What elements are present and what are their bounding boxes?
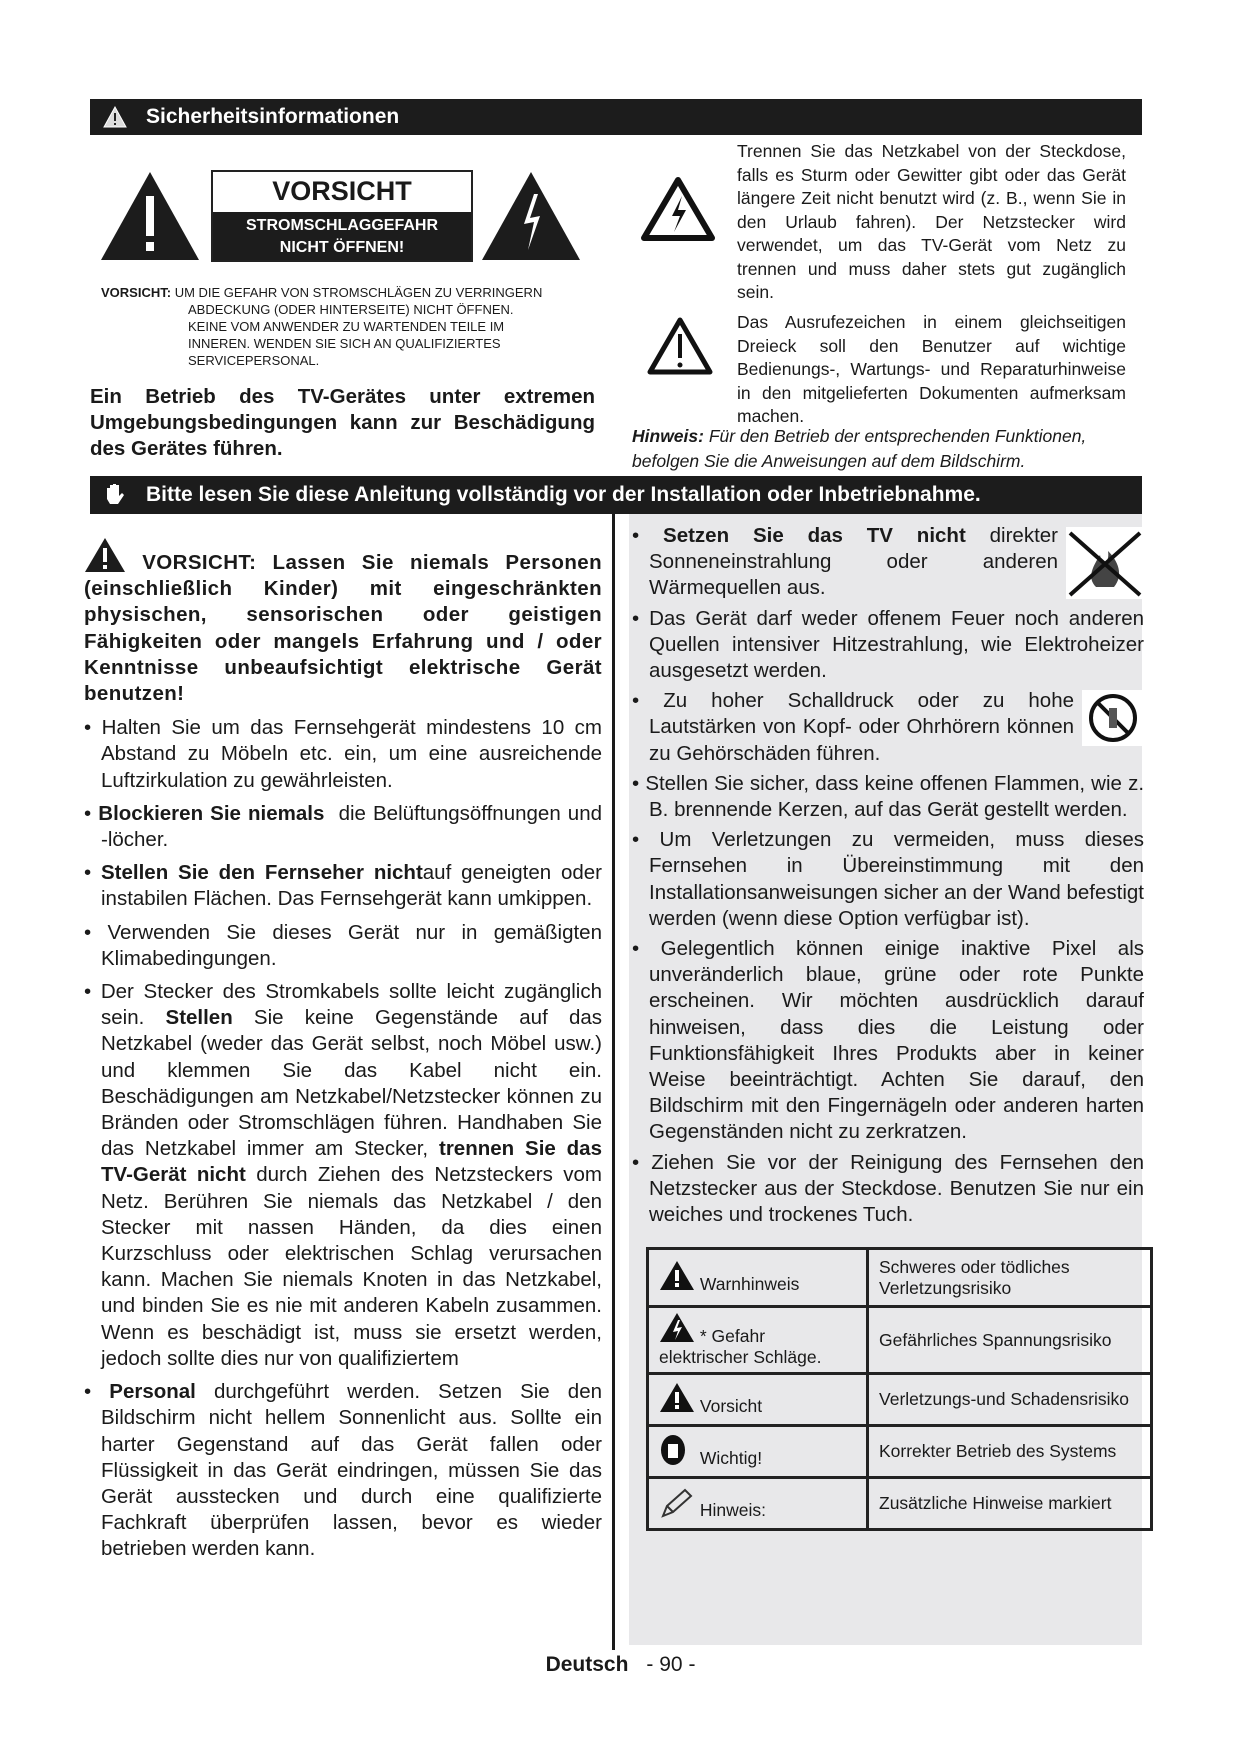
note-text: KEINE VOM ANWENDER ZU WARTENDEN TEILE IM <box>188 319 505 334</box>
legend-row <box>648 1374 1152 1426</box>
disconnect-power-text: Trennen Sie das Netzkabel von der Steckdose, falls es Sturm oder Gewitter gibt oder das Gerät längere Zeit nicht benutzt wird (z. B., wenn Sie in den Urlaub fahren). Der Netzstecker wird verwendet, um das TV-Gerät vom Netz zu trennen und muss daher stets gut zugänglich sein. <box>737 141 1126 302</box>
right-bullet-list <box>632 523 1150 1228</box>
warning-text: VORSICHT: Lassen Sie niemals Personen (einschließlich Kinder) mit eingeschränkten physischen, sensorischen oder geistigen Fähigkeiten oder mangels Erfahrung und / oder Kenntnisse unbeaufsichtigt elektrische Gerät benutzen! <box>84 551 602 706</box>
no-headphones-loud-icon <box>1082 690 1144 746</box>
electric-shock-icon <box>659 1312 695 1344</box>
bullet-text: Das Gerät darf weder offenem Feuer noch anderen Quellen intensiver Hitzestrahlung, wie Elektroheizer ausgesetzt werden. <box>649 606 1150 683</box>
legend-symbol-cell <box>648 1374 868 1426</box>
bullet-text: auf geneigten oder instabilen Flächen. Das Fernsehgerät kann umkippen. <box>101 861 608 911</box>
bullet-bold-text: Personal <box>109 1380 196 1404</box>
bullet-item: • Blockieren Sie niemals die Belüftungsöffnungen und -löcher. <box>84 801 608 852</box>
warning-triangle-icon <box>102 104 128 130</box>
bullet-text: Halten Sie um das Fernsehgerät mindestens 10 cm Abstand zu Möbeln etc. ein, um eine ausreichende Luftzirkulation zu gewährleisten. <box>101 716 608 792</box>
bullet-text: Gelegentlich können einige inaktive Pixel als unveränderlich blaue, grüne oder rote Punkte erscheinen. Wir möchten ausdrücklich darauf hinweisen, dass dies die Leistung oder Funktionsfähigkeit Ihres Produkts aber in keiner Weise beeinträchtigt. Achten Sie darauf, den Bildschirm mit den Fingernägeln oder anderen harten Gegenständen nicht zu zerkratzen. <box>649 937 1150 1144</box>
legend-row <box>648 1478 1152 1530</box>
bullet-text: Der Stecker des Stromkabels sollte leicht zugänglich sein. <box>100 980 608 1030</box>
bullet-text: direkter Sonneneinstrahlung oder anderen Wärmequellen aus. <box>649 524 1064 600</box>
bullet-bold-text: Stellen <box>165 1006 233 1030</box>
legend-symbol-cell <box>648 1426 868 1478</box>
column-divider <box>612 514 615 1650</box>
legend-description: Verletzungs-und Schadensrisiko <box>879 1389 1130 1409</box>
legend-description-cell <box>868 1249 1152 1307</box>
exclamation-explanation-text: Das Ausrufezeichen in einem gleichseitigen Dreieck soll den Benutzer auf wichtige Bedienungs-, Wartungs- und Reparaturhinweise in den mitgelieferten Dokumenten aufmerksam machen. <box>737 312 1126 426</box>
bullet-item: • Personal durchgeführt werden. Setzen Sie den Bildschirm nicht hellem Sonnenlicht aus. Sollte ein harter Gegenstand auf das Gerät fallen oder Flüssigkeit in das Gerät eindringen, müssen Sie das Gerät ausstecken und durch eine qualifizierte Fachkraft überprüfen lassen, bevor es wieder betrieben werden kann. <box>84 1380 608 1561</box>
bullet-item: • Halten Sie um das Fernsehgerät mindestens 10 cm Abstand zu Möbeln etc. ein, um eine ausreichende Luftzirkulation zu gewährleisten. <box>84 716 608 792</box>
warning-triangle-icon <box>659 1260 695 1292</box>
bullet-text: Verwenden Sie dieses Gerät nur in gemäßigten Klimabedingungen. <box>101 920 608 970</box>
legend-label: * Gefahr elektrischer Schläge. <box>659 1326 822 1367</box>
pencil-icon <box>659 1486 695 1518</box>
hand-stop-icon <box>102 482 128 508</box>
legend-label: Vorsicht <box>699 1396 763 1416</box>
bullet-text: Stellen Sie sicher, dass keine offenen Flammen, wie z. B. brennende Kerzen, auf das Gerät gestellt werden. <box>645 771 1150 822</box>
page-number: - 90 - <box>646 1653 696 1676</box>
note-label: VORSICHT: <box>101 285 172 300</box>
left-column <box>84 537 608 1570</box>
bullet-item: • Verwenden Sie dieses Gerät nur in gemäßigten Klimabedingungen. <box>84 920 608 970</box>
legend-label: Wichtig! <box>699 1448 763 1468</box>
bullet-text: Sie keine Gegenstände auf das Netzkabel (weder das Gerät selbst, noch Möbel usw.) und klemmen Sie das Kabel nicht ein. Beschädigungen am Netzkabel/Netzstecker können zu Bränden oder Stromschlägen führen. Handhaben Sie das Netzkabel immer am Stecker, <box>101 1006 608 1161</box>
caution-title: VORSICHT <box>272 176 412 206</box>
legend-description-cell <box>868 1478 1152 1530</box>
hint-label: Hinweis: <box>632 426 704 446</box>
bullet-text: Ziehen Sie vor der Reinigung des Fernsehen den Netzstecker aus der Steckdose. Benutzen Sie nur ein weiches und trockenes Tuch. <box>649 1150 1150 1227</box>
legend-description: Gefährliches Spannungsrisiko <box>879 1329 1112 1350</box>
legend-description-cell <box>868 1374 1152 1426</box>
hint-note <box>632 424 1147 474</box>
section-header-safety <box>90 99 1142 135</box>
note-text: UM DIE GEFAHR VON STROMSCHLÄGEN ZU VERRINGERN <box>174 285 543 300</box>
bullet-text: Zu hoher Schalldruck oder zu hohe Lautstärken von Kopf- oder Ohrhörern können zu Gehörschäden führen. <box>649 689 1080 765</box>
legend-symbol-cell <box>648 1307 868 1374</box>
section-header-read-manual <box>90 476 1142 514</box>
bullet-bold-text: Setzen Sie das TV nicht <box>663 524 966 547</box>
bullet-text: Um Verletzungen zu vermeiden, muss dieses Fernsehen in Übereinstimmung mit den Installationsanweisungen sicher an der Wand befestigt werden (wenn diese Option verfügbar ist). <box>649 828 1150 930</box>
lightning-outline-icon <box>640 176 716 244</box>
hint-text: Für den Betrieb der entsprechenden Funktionen, befolgen Sie die Anweisungen auf dem Bildschirm. <box>632 426 1087 471</box>
warning-triangle-icon <box>84 537 126 573</box>
symbol-legend-table <box>646 1247 1153 1531</box>
section-title: Sicherheitsinformationen <box>146 105 400 128</box>
right-column <box>632 523 1150 1232</box>
bullet-item: • Gelegentlich können einige inaktive Pixel als unveränderlich blaue, grüne oder rote Punkte erscheinen. Wir möchten ausdrücklich darauf hinweisen, dass dies die Leistung oder Funktionsfähigkeit Ihres Produkts aber in keiner Weise beeinträchtigt. Achten Sie darauf, den Bildschirm mit den Fingernägeln oder anderen harten Gegenständen nicht zu zerkratzen. <box>632 937 1150 1144</box>
bullet-item: • Stellen Sie sicher, dass keine offenen Flammen, wie z. B. brennende Kerzen, auf das Gerät gestellt werden. <box>632 771 1150 822</box>
vulnerable-persons-warning <box>84 537 602 707</box>
exclamation-outline-icon <box>646 316 714 378</box>
bullet-text: durch Ziehen des Netzsteckers vom Netz. Berühren Sie niemals das Netzkabel / den Stecker mit nassen Händen, da dies einen Kurzschluss oder elektrischen Schlag verursachen kann. Machen Sie niemals Knoten in das Netzkabel, und binden Sie es nie mit anderen Kabeln zusammen. Wenn es beschädigt ist, muss sie ersetzt werden, jedoch sollte dies nur von qualifiziertem <box>101 1163 608 1370</box>
caution-label <box>211 170 473 262</box>
legend-symbol-cell <box>648 1249 868 1307</box>
bullet-bold-text: trennen Sie das TV-Gerät nicht <box>101 1137 608 1187</box>
legend-description-cell <box>868 1307 1152 1374</box>
lightning-triangle-icon <box>482 172 580 260</box>
note-text: INNEREN. WENDEN SIE SICH AN QUALIFIZIERTES <box>188 336 501 351</box>
left-bullet-list <box>84 715 608 1562</box>
no-heat-source-icon <box>1066 527 1144 599</box>
legend-description-cell <box>868 1426 1152 1478</box>
bullet-bold-text: Stellen Sie den Fernseher nicht <box>101 861 423 885</box>
legend-description: Schweres oder tödliches Verletzungsrisiko <box>879 1256 1070 1298</box>
note-text: SERVICEPERSONAL. <box>188 353 320 368</box>
footer-language: Deutsch <box>545 1653 629 1676</box>
hand-stop-icon <box>659 1434 695 1466</box>
caution-line: NICHT ÖFFNEN! <box>279 239 405 256</box>
bullet-item: • Setzen Sie das TV nicht direkter Sonneneinstrahlung oder anderen Wärmequellen aus. <box>632 524 1064 600</box>
bullet-item: • Zu hoher Schalldruck oder zu hohe Lautstärken von Kopf- oder Ohrhörern können zu Gehörschäden führen. <box>632 688 1144 767</box>
legend-row <box>648 1426 1152 1478</box>
bullet-bold-text: Blockieren Sie niemals <box>98 801 325 825</box>
bullet-item: • Stellen Sie den Fernseher nichtauf geneigten oder instabilen Flächen. Das Fernsehgerät kann umkippen. <box>84 861 608 911</box>
bullet-text: die Belüftungsöffnungen und -löcher. <box>101 801 608 852</box>
caution-triangle-icon <box>659 1382 695 1414</box>
bullet-item: • Um Verletzungen zu vermeiden, muss dieses Fernsehen in Übereinstimmung mit den Installationsanweisungen sicher an der Wand befestigt werden (wenn diese Option verfügbar ist). <box>632 828 1150 930</box>
legend-row <box>648 1307 1152 1374</box>
legend-row <box>648 1249 1152 1307</box>
bullet-text: durchgeführt werden. Setzen Sie den Bildschirm nicht hellem Sonnenlicht aus. Sollte ein harter Gegenstand auf das Gerät fallen oder Flüssigkeit in das Gerät eindringen, müssen Sie das Gerät ausstecken und durch eine qualifizierte Fachkraft überprüfen lassen, bevor es wieder betrieben werden kann. <box>101 1380 608 1561</box>
legend-symbol-cell <box>648 1478 868 1530</box>
legend-label: Hinweis: <box>699 1500 767 1520</box>
page-footer <box>0 1653 1241 1677</box>
bullet-item: • Der Stecker des Stromkabels sollte leicht zugänglich sein. Stellen Sie keine Gegenstände auf das Netzkabel (weder das Gerät selbst, noch Möbel usw.) und klemmen Sie das Kabel nicht ein. Beschädigungen am Netzkabel/Netzstecker können zu Bränden oder Stromschlägen führen. Handhaben Sie das Netzkabel immer am Stecker, trennen Sie das TV-Gerät nicht durch Ziehen des Netzsteckers vom Netz. Berühren Sie niemals das Netzkabel / den Stecker mit nassen Händen, da dies einen Kurzschluss oder elektrischen Schlag verursachen kann. Machen Sie niemals Knoten in das Netzkabel, und binden Sie es nie mit anderen Kabeln zusammen. Wenn es beschädigt ist, muss sie ersetzt werden, jedoch sollte dies nur von qualifiziertem <box>84 980 608 1370</box>
bullet-item: • Das Gerät darf weder offenem Feuer noch anderen Quellen intensiver Hitzestrahlung, wie Elektroheizer ausgesetzt werden. <box>632 606 1150 683</box>
bullet-item: • Ziehen Sie vor der Reinigung des Fernsehen den Netzstecker aus der Steckdose. Benutzen Sie nur ein weiches und trockenes Tuch. <box>632 1150 1150 1227</box>
legend-description: Korrekter Betrieb des Systems <box>879 1441 1117 1461</box>
caution-note <box>101 284 621 369</box>
section-title: Bitte lesen Sie diese Anleitung vollständig vor der Installation oder Inbetriebnahme. <box>146 483 981 506</box>
extreme-conditions-warning: Ein Betrieb des TV-Gerätes unter extremen Umgebungsbedingungen kann zur Beschädigung des Gerätes führen. <box>90 385 595 460</box>
note-text: ABDECKUNG (ODER HINTERSEITE) NICHT ÖFFNEN. <box>188 302 514 317</box>
legend-label: Warnhinweis <box>699 1274 800 1294</box>
exclamation-triangle-icon <box>101 172 199 260</box>
caution-line: STROMSCHLAGGEFAHR <box>246 217 438 234</box>
legend-description: Zusätzliche Hinweise markiert <box>879 1493 1112 1513</box>
